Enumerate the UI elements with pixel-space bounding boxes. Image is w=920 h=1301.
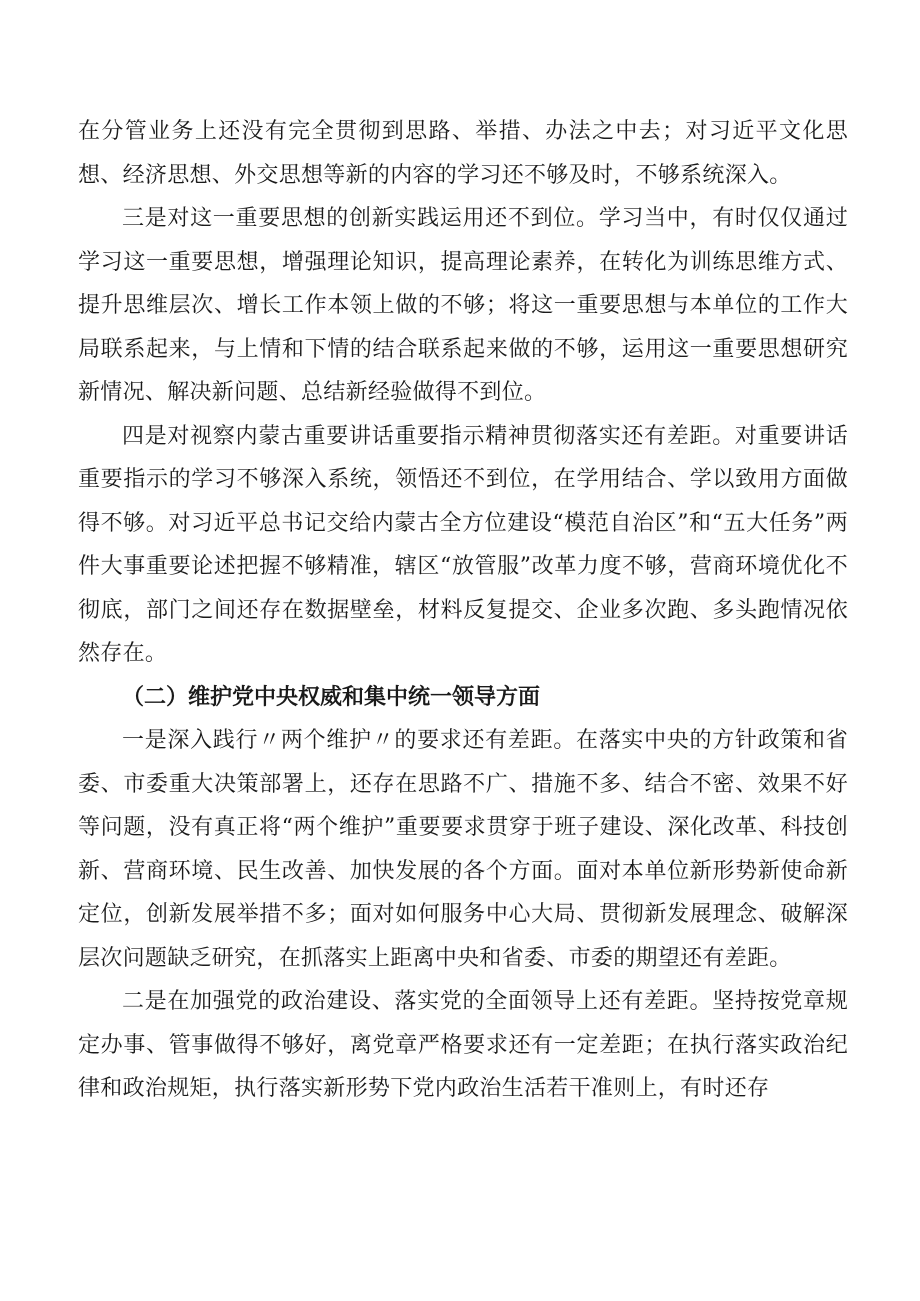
document-body <box>78 110 848 1111</box>
paragraph-point-three: 三是对这一重要思想的创新实践运用还不到位。学习当中，有时仅仅通过学习这一重要思想，增强理论知识，提高理论素养，在转化为训练思维方式、提升思维层次、增长工作本领上做的不够；将这一重要思想与本单位的工作大局联系起来，与上情和下情的结合联系起来做的不够，运用这一重要思想研究新情况、解决新问题、总结新经验做得不到位。 <box>78 206 848 405</box>
paragraph-point-four: 四是对视察内蒙古重要讲话重要指示精神贯彻落实还有差距。对重要讲话重要指示的学习不够深入系统，领悟还不到位，在学用结合、学以致用方面做得不够。对习近平总书记交给内蒙古全方位建设“模范自治区”和“五大任务”两件大事重要论述把握不够精准，辖区“放管服”改革力度不够，营商环境优化不彻底，部门之间还存在数据壁垒，材料反复提交、企业多次跑、多头跑情况依然存在。 <box>78 423 848 666</box>
paragraph-continued: 在分管业务上还没有完全贯彻到思路、举措、办法之中去；对习近平文化思想、经济思想、外交思想等新的内容的学习还不够及时，不够系统深入。 <box>78 119 848 188</box>
paragraph-point-one: 一是深入践行〃两个维护〃的要求还有差距。在落实中央的方针政策和省委、市委重大决策部署上，还存在思路不广、措施不多、结合不密、效果不好等问题，没有真正将“两个维护”重要要求贯穿于班子建设、深化改革、科技创新、营商环境、民生改善、加快发展的各个方面。面对本单位新形势新使命新定位，创新发展举措不多；面对如何服务中心大局、贯彻新发展理念、破解深层次问题缺乏研究，在抓落实上距离中央和省委、市委的期望还有差距。 <box>78 728 848 971</box>
section-heading: （二）维护党中央权威和集中统一领导方面 <box>122 684 541 710</box>
paragraph-point-two: 二是在加强党的政治建设、落实党的全面领导上还有差距。坚持按党章规定办事、管事做得不够好，离党章严格要求还有一定差距；在执行落实政治纪律和政治规矩，执行落实新形势下党内政治生活若干准则上，有时还存 <box>78 989 848 1101</box>
